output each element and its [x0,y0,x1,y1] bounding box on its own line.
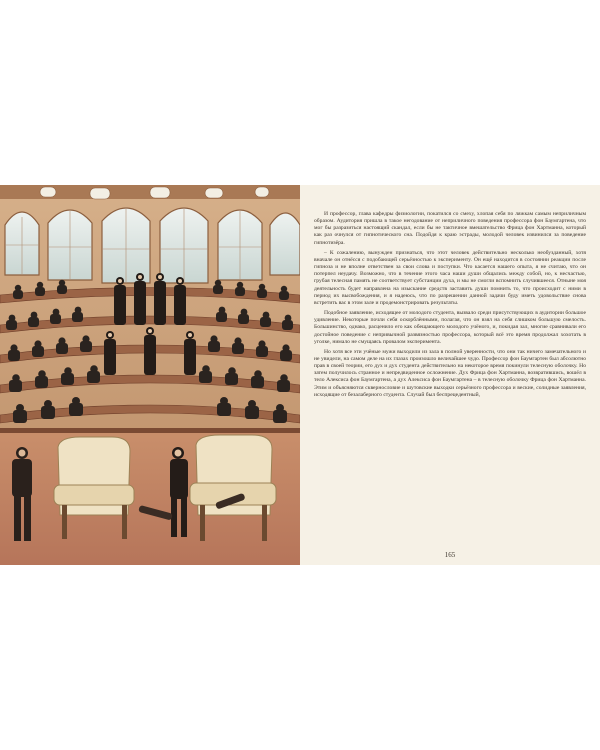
paragraph: И профессор, глава кафедры физиологии, покатился со смеху, хлопая себя по ляжкам самым неприличным образом. Аудитория пришла в такое негодование от неприличного поведения профессора фон Баумгартена, что мог бы разразиться настоящий скандал, если бы не тактичное вмешательство Фрица фон Хартманна, который как раз очнулся от гипнотического сна. Подойдя к краю эстрады, молодой человек извинился за поведение гипнотизёра. [314,211,586,246]
text-page [300,185,600,565]
paragraph: Но хотя все эти учёные мужи выходили из зала в полной уверенности, что они так ничего замечательного и не увидели, на самом деле на их глазах произошло величайшее чудо. Профессор фон Баумгартен был абсолютно прав в своей теории, его дух и дух студента действительно на некоторое время покинули телесную оболочку. Но затем получилось странное и непредвиденное осложнение. Дух Фрица фон Хартманна, возвратившись, вошёл в тело Алексиса фон Баумгартена, а дух Алексиса фон Баумгартена – в телесную оболочку Фрица фон Хартманна. Этим и объясняются сквернословие и шутовские выходки серьёзного профессора и веские, солидные заявления, исходящие от безалаберного студента. Случай был беспрецедентный, [314,348,586,398]
book-spread [0,185,600,565]
paragraph: – К сожалению, вынужден признаться, что этот человек действительно несколько необузданный, хотя вначале он отнёсся с подобающей серьёзностью к эксперименту. Он ещё находится в состоянии реакции после гипноза и не вполне ответствен за свои слова и поступки. Что касается нашего опыта, я не считаю, что он потерпел неудачу. Возможно, что в течение этого часа наши души общались между собой, но, к несчастью, грубая телесная память не соответствует субстанции духа, и мы не смогли вспомнить случившееся. Отныне моя деятельность будет направлена на изыскание средств заставить души помнить то, что происходит с ними в период их высвобождения, и я надеюсь, что по разрешении данной задачи буду иметь удовольствие снова встретить вас в этом зале и продемонстрировать результаты. [314,249,586,306]
paragraph: Подобное заявление, исходящее от молодого студента, вызвало среди присутствующих в аудитории большое удивление. Некоторые почли себя оскорблёнными, полагая, что он взял на себя слишком большую смелость. Большинство, однако, расценило его как обещающего молодого учёного, и, покидая зал, многие сравнивали его достойное поведение с непривычной развязностью профессора, который всё это время продолжал хохотать в уголке, нимало не смущаясь провалом эксперимента. [314,310,586,345]
page-number: 165 [444,551,456,559]
lecture-hall-illustration [0,185,300,565]
text-block [314,211,586,402]
illustration-page [0,185,300,565]
